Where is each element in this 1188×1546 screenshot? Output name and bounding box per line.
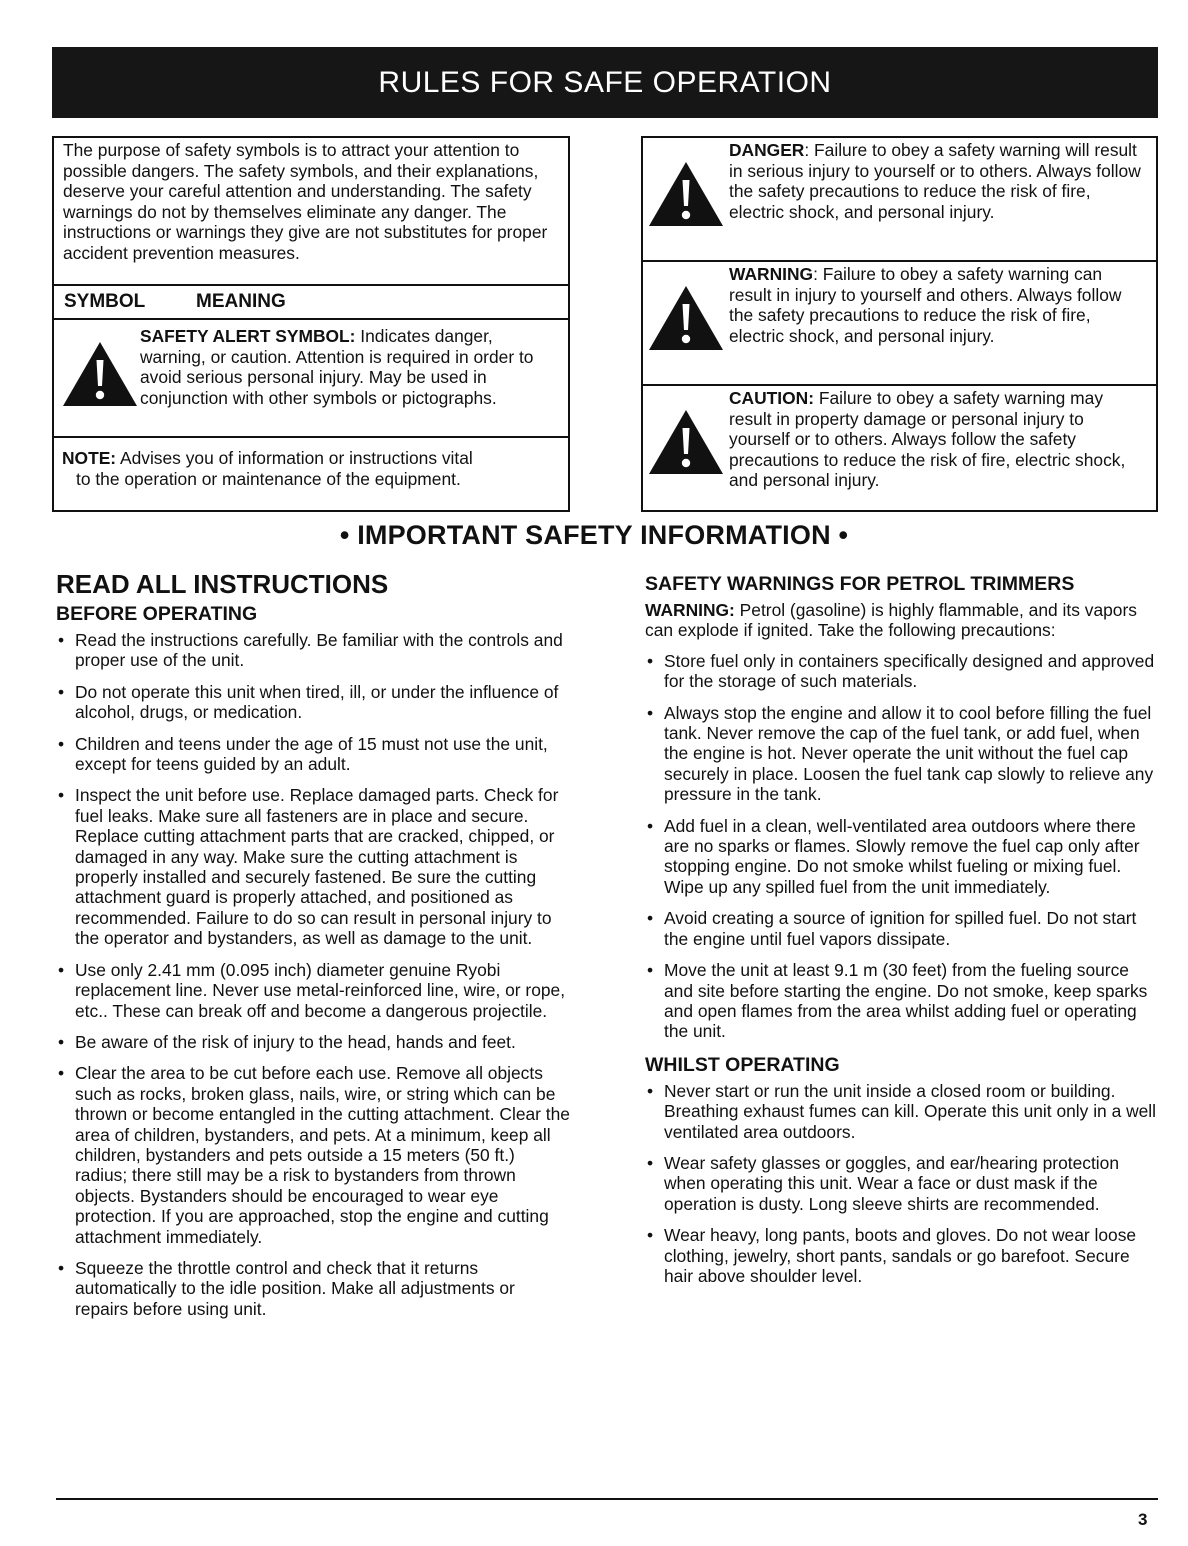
caution-row xyxy=(643,386,1156,510)
list-item: • Children and teens under the age of 15 must not use the unit, except for teens guided by an adult. xyxy=(56,734,570,775)
caution-triangle-icon xyxy=(647,408,725,476)
list-item: • Wear heavy, long pants, boots and gloves. Do not wear loose clothing, jewelry, short pants, sandals or go barefoot. Secure hair above shoulder level. xyxy=(645,1225,1159,1286)
right-column xyxy=(645,568,1159,1297)
warning-text: : Failure to obey a safety warning can result in injury to yourself and others. Always follow the safety precautions to reduce the risk of fire, electric shock, and personal injury. xyxy=(729,264,1122,346)
list-item: • Clear the area to be cut before each use. Remove all objects such as rocks, broken glass, nails, wire, or string which can be thrown or become entangled in the cutting attachment. Clear the area of children, bystanders, and pets. At a minimum, keep all children, bystanders and pets outside a 15 meters (50 ft.) radius; there still may be a risk to bystanders from thrown objects. Bystanders should be encouraged to wear eye protection. If you are approached, stop the engine and cutting attachment immediately. xyxy=(56,1063,570,1247)
safety-alert-row xyxy=(54,320,568,438)
before-operating-heading: BEFORE OPERATING xyxy=(56,603,258,625)
danger-row xyxy=(643,138,1156,262)
danger-description xyxy=(729,140,1148,222)
list-item: • Read the instructions carefully. Be familiar with the controls and proper use of the unit. xyxy=(56,630,570,671)
whilst-operating-list xyxy=(645,1081,1159,1287)
list-item: • Inspect the unit before use. Replace damaged parts. Check for fuel leaks. Make sure all fasteners are in place and secure. Replace cutting attachment parts that are cracked, chipped, or damaged in any way. Make sure the cutting attachment is properly installed and securely fastened. Be sure the cutting attachment guard is properly attached, and positioned as recommended. Failure to do so can result in personal injury to the operator and bystanders, as well as damage to the unit. xyxy=(56,785,570,948)
whilst-operating-heading: WHILST OPERATING xyxy=(645,1053,840,1076)
fuel-precautions-list xyxy=(645,651,1159,1042)
note-row xyxy=(54,438,568,489)
safety-alert-title: SAFETY ALERT SYMBOL: xyxy=(140,326,356,346)
meaning-column-header: MEANING xyxy=(196,291,286,312)
warning-description xyxy=(729,264,1148,346)
list-item: • Wear safety glasses or goggles, and ear/hearing protection when operating this unit. Wear a face or dust mask if the operation is dusty. Long sleeve shirts are recommended. xyxy=(645,1153,1159,1214)
note-text: Advises you of information or instructions vital xyxy=(116,448,473,468)
list-item: • Use only 2.41 mm (0.095 inch) diameter genuine Ryobi replacement line. Never use metal-reinforced line, wire, or rope, etc.. These can break off and become a dangerous projectile. xyxy=(56,960,570,1021)
symbol-column-header: SYMBOL xyxy=(64,291,146,312)
note-title: NOTE: xyxy=(62,448,117,468)
danger-text: : Failure to obey a safety warning will result in serious injury to yourself or to others. Always follow the safety precautions to reduce the risk of fire, electric shock, and personal injury. xyxy=(729,140,1141,222)
list-item: • Squeeze the throttle control and check that it returns automatically to the idle position. Make all adjustments or repairs before using unit. xyxy=(56,1258,570,1319)
safety-alert-triangle-icon xyxy=(61,340,139,408)
safety-alert-description xyxy=(140,326,562,408)
list-item: • Never start or run the unit inside a closed room or building. Breathing exhaust fumes can kill. Operate this unit only in a well ventilated area outdoors. xyxy=(645,1081,1159,1142)
footer-rule xyxy=(56,1498,1158,1500)
left-column xyxy=(56,568,570,1330)
caution-description xyxy=(729,388,1148,491)
symbol-meaning-header xyxy=(54,284,568,320)
page-title: RULES FOR SAFE OPERATION xyxy=(378,66,832,99)
danger-title: DANGER xyxy=(729,140,805,160)
warning-triangle-icon xyxy=(647,284,725,352)
petrol-warning-paragraph xyxy=(645,600,1159,641)
symbol-intro-text: The purpose of safety symbols is to attract your attention to possible dangers. The safety symbols, and their explanations, deserve your careful attention and understanding. The safety warnings do not by themselves eliminate any danger. The instructions or warnings they give are not substitutes for proper accident prevention measures. xyxy=(63,140,548,263)
important-safety-heading: • IMPORTANT SAFETY INFORMATION • xyxy=(339,520,849,550)
page-banner xyxy=(52,47,1158,118)
list-item: • Move the unit at least 9.1 m (30 feet) from the fueling source and site before starting the engine. Do not smoke, keep sparks and open flames from the area whilst adding fuel or operating the unit. xyxy=(645,960,1159,1042)
read-all-instructions-heading: READ ALL INSTRUCTIONS xyxy=(56,569,389,599)
list-item: • Avoid creating a source of ignition for spilled fuel. Do not start the engine until fuel vapors dissipate. xyxy=(645,908,1159,949)
list-item: • Be aware of the risk of injury to the head, hands and feet. xyxy=(56,1032,570,1052)
list-item: • Add fuel in a clean, well-ventilated area outdoors where there are no sparks or flames. Slowly remove the fuel cap only after stopping engine. Do not smoke whilst fueling or mixing fuel. Wipe up any spilled fuel from the unit immediately. xyxy=(645,816,1159,898)
petrol-trimmer-warnings-heading: SAFETY WARNINGS FOR PETROL TRIMMERS xyxy=(645,573,1075,595)
safety-alert-text: Indicates danger, warning, or caution. Attention is required in order to avoid serious personal injury. May be used in conjunction with other symbols or pictographs. xyxy=(140,326,534,408)
note-text-continued: to the operation or maintenance of the equipment. xyxy=(76,468,461,489)
danger-triangle-icon xyxy=(647,160,725,228)
caution-title: CAUTION: xyxy=(729,388,815,408)
list-item: • Do not operate this unit when tired, ill, or under the influence of alcohol, drugs, or medication. xyxy=(56,682,570,723)
before-operating-list xyxy=(56,630,570,1319)
page-number: 3 xyxy=(1138,1510,1148,1529)
warning-row xyxy=(643,262,1156,386)
petrol-warning-text: Petrol (gasoline) is highly flammable, and its vapors can explode if ignited. Take the following precautions: xyxy=(645,600,1137,641)
list-item: • Always stop the engine and allow it to cool before filling the fuel tank. Never remove the cap of the fuel tank, or add fuel, when the engine is hot. Never operate the unit without the fuel cap securely in place. Loosen the fuel tank cap slowly to relieve any pressure in the tank. xyxy=(645,703,1159,805)
list-item: • Store fuel only in containers specifically designed and approved for the storage of such materials. xyxy=(645,651,1159,692)
warning-title: WARNING xyxy=(729,264,814,284)
symbol-legend-box xyxy=(52,136,570,512)
caution-text: Failure to obey a safety warning may result in property damage or personal injury to yourself or to others. Always follow the safety precautions to reduce the risk of fire, electric shock, and personal injury. xyxy=(729,388,1126,491)
petrol-warning-label: WARNING: xyxy=(645,600,735,620)
signal-words-box xyxy=(641,136,1158,512)
